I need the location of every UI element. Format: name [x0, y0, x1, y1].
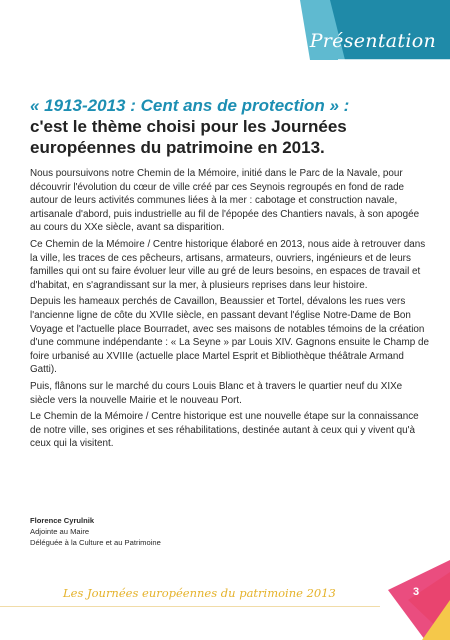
paragraph-3: Depuis les hameaux perchés de Cavaillon, Beaussier et Tortel, dévalons les rues vers l'ancienne ligne de côte du XVIIe siècle, en passant devant l'église Notre-Dame de Bon Voyage et l'actuelle place Bourradet, avec ses maisons de notables témoins de la création d'une commune indépendante : « La Seyne » par Louis XIV. Gagnons ensuite le Champ de foire urbanisé au XVIIIe (actuelle place Martel Esprit et Bibliothèque théâtrale Armand Gatti).	[30, 296, 429, 376]
signature-name: Florence Cyrulnik	[30, 516, 95, 525]
header-band	[0, 0, 450, 68]
body-text	[30, 167, 430, 454]
signature-role-2: Déléguée à la Culture et au Patrimoine	[30, 538, 161, 547]
headline-quote: « 1913-2013 : Cent ans de protection » :	[30, 96, 350, 115]
paragraph-2: Ce Chemin de la Mémoire / Centre historique élaboré en 2013, nous aide à retrouver dans la ville, les traces de ces pêcheurs, artisans, armateurs, ouvriers, ingénieurs et de leurs familles qui ont su faire évoluer leur ville au gré de leurs besoins, en espaces de travail et d'habitat, en s'agrandissant sur la mer, à plusieurs reprises dans leur histoire.	[30, 238, 426, 291]
signature-role-1: Adjointe au Maire	[30, 527, 90, 536]
footer-rule	[0, 606, 380, 607]
footer-title: Les Journées européennes du patrimoine 2013	[63, 586, 336, 600]
corner-decoration	[370, 560, 450, 640]
paragraph-1: Nous poursuivons notre Chemin de la Mémoire, initié dans le Parc de la Navale, pour découvrir l'évolution du cœur de ville créé par ces Seynois regroupés en fond de rade autour de leurs activités communes liées à la mer : cabotage et construction navale, artisanale d'abord, puis industrielle au fil de l'épopée des Chantiers navals, à son apogée au cours du XXe siècle, avant sa disparition.	[30, 168, 420, 234]
signature-block	[30, 515, 161, 548]
paragraph-5: Le Chemin de la Mémoire / Centre historique est une nouvelle étape sur la connaissance de notre ville, ses origines et ses réhabilitations, destinée autant à ceux qui y vivent qu'à ceux qui la visitent.	[30, 411, 419, 450]
section-title: Présentation	[309, 30, 436, 52]
page-number: 3	[413, 586, 420, 598]
headline	[30, 95, 430, 158]
headline-rest: c'est le thème choisi pour les Journées européennes du patrimoine en 2013.	[30, 117, 347, 157]
paragraph-4: Puis, flânons sur le marché du cours Louis Blanc et à travers le quartier neuf du XIXe siècle vers la nouvelle Mairie et le nouveau Port.	[30, 380, 403, 406]
